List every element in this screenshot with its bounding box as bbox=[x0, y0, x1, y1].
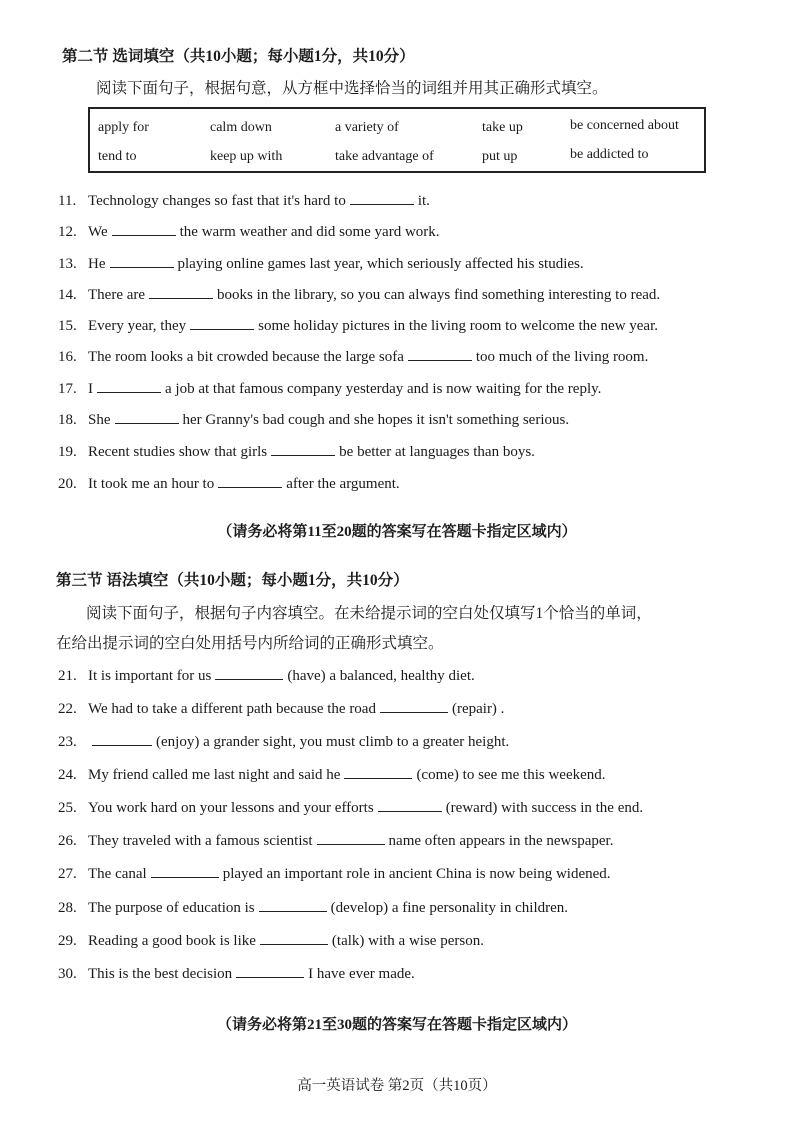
question-text-before: Every year, they bbox=[88, 318, 187, 334]
question-number: 11. bbox=[58, 193, 77, 209]
question-number: 16. bbox=[58, 349, 77, 365]
section3-instruction-line2: 在给出提示词的空白处用括号内所给词的正确形式填空。 bbox=[56, 635, 444, 652]
question-14 bbox=[58, 284, 660, 304]
section3-title: 第三节 语法填空（共10小题；每小题1分，共10分） bbox=[56, 572, 409, 589]
question-text-before: We bbox=[88, 224, 108, 240]
phrase-item: calm down bbox=[210, 120, 272, 135]
phrase-box bbox=[88, 107, 706, 173]
answer-blank[interactable] bbox=[317, 830, 385, 845]
question-number: 28. bbox=[58, 900, 77, 916]
answer-blank[interactable] bbox=[110, 253, 174, 268]
answer-blank[interactable] bbox=[218, 473, 282, 488]
question-21 bbox=[58, 665, 475, 685]
answer-blank[interactable] bbox=[408, 346, 472, 361]
answer-blank[interactable] bbox=[344, 764, 412, 779]
question-text-before: You work hard on your lessons and your efforts bbox=[88, 800, 374, 816]
section2-note: （请务必将第11至20题的答案写在答题卡指定区域内） bbox=[217, 524, 577, 540]
question-text-after: playing online games last year, which seriously affected his studies. bbox=[177, 256, 584, 272]
question-number: 20. bbox=[58, 476, 77, 492]
answer-blank[interactable] bbox=[236, 963, 304, 978]
question-15 bbox=[58, 315, 658, 335]
question-text-after: a job at that famous company yesterday and is now waiting for the reply. bbox=[165, 381, 602, 397]
section3-note: （请务必将第21至30题的答案写在答题卡指定区域内） bbox=[216, 1017, 577, 1033]
question-text-after: (talk) with a wise person. bbox=[331, 933, 484, 949]
question-text-after: too much of the living room. bbox=[475, 349, 649, 365]
question-text-before: Reading a good book is like bbox=[88, 933, 256, 949]
question-text-before: The canal bbox=[88, 866, 147, 882]
question-19 bbox=[58, 441, 535, 461]
question-17 bbox=[58, 378, 601, 398]
question-text-before: I bbox=[88, 381, 93, 397]
question-number: 17. bbox=[58, 381, 77, 397]
question-text-after: name often appears in the newspaper. bbox=[388, 833, 614, 849]
question-29 bbox=[58, 930, 484, 950]
question-27 bbox=[58, 863, 611, 883]
question-text-before: The room looks a bit crowded because the large sofa bbox=[88, 349, 404, 365]
question-number: 30. bbox=[58, 966, 77, 982]
question-text-before: Recent studies show that girls bbox=[88, 444, 268, 460]
question-text-before: It took me an hour to bbox=[88, 476, 215, 492]
question-text-after: (repair) . bbox=[451, 701, 505, 717]
question-26 bbox=[58, 830, 613, 850]
question-text-before: We had to take a different path because the road bbox=[88, 701, 376, 717]
question-18 bbox=[58, 409, 569, 429]
section2-instruction: 阅读下面句子，根据句意，从方框中选择恰当的词组并用其正确形式填空。 bbox=[96, 80, 608, 97]
question-text-before: It is important for us bbox=[88, 668, 212, 684]
phrase-item: a variety of bbox=[335, 120, 399, 135]
answer-blank[interactable] bbox=[149, 284, 213, 299]
answer-blank[interactable] bbox=[378, 797, 442, 812]
phrase-item: apply for bbox=[98, 120, 149, 135]
question-text-after: it. bbox=[417, 193, 430, 209]
page-footer: 高一英语试卷 第2页（共10页） bbox=[297, 1078, 497, 1094]
question-text-before: This is the best decision bbox=[88, 966, 233, 982]
question-22 bbox=[58, 698, 504, 718]
question-text-after: I have ever made. bbox=[308, 966, 415, 982]
question-25 bbox=[58, 797, 643, 817]
question-number: 24. bbox=[58, 767, 77, 783]
answer-blank[interactable] bbox=[271, 441, 335, 456]
question-text-before: He bbox=[88, 256, 106, 272]
phrase-item: be addicted to bbox=[570, 147, 649, 162]
question-16 bbox=[58, 346, 648, 366]
question-text-before: My friend called me last night and said he bbox=[88, 767, 341, 783]
question-text-before: Technology changes so fast that it's hard to bbox=[88, 193, 346, 209]
question-28 bbox=[58, 897, 568, 917]
question-text-after: played an important role in ancient China is now being widened. bbox=[222, 866, 611, 882]
question-24 bbox=[58, 764, 606, 784]
phrase-item: take advantage of bbox=[335, 149, 434, 164]
question-text-after: (come) to see me this weekend. bbox=[416, 767, 606, 783]
question-number: 23. bbox=[58, 734, 77, 750]
question-23 bbox=[58, 731, 509, 751]
answer-blank[interactable] bbox=[92, 731, 152, 746]
section2-title: 第二节 选词填空（共10小题；每小题1分，共10分） bbox=[62, 48, 415, 65]
question-text-before: There are bbox=[88, 287, 146, 303]
question-11 bbox=[58, 190, 430, 210]
question-text-after: (reward) with success in the end. bbox=[445, 800, 644, 816]
answer-blank[interactable] bbox=[112, 221, 176, 236]
question-13 bbox=[58, 253, 584, 273]
question-text-after: books in the library, so you can always find something interesting to read. bbox=[217, 287, 661, 303]
phrase-item: put up bbox=[482, 149, 518, 164]
question-number: 14. bbox=[58, 287, 77, 303]
answer-blank[interactable] bbox=[380, 698, 448, 713]
question-number: 27. bbox=[58, 866, 77, 882]
question-text-after: (have) a balanced, healthy diet. bbox=[287, 668, 475, 684]
question-number: 15. bbox=[58, 318, 77, 334]
question-text-after: (enjoy) a grander sight, you must climb to a greater height. bbox=[156, 734, 510, 750]
question-number: 29. bbox=[58, 933, 77, 949]
question-number: 22. bbox=[58, 701, 77, 717]
answer-blank[interactable] bbox=[151, 863, 219, 878]
question-number: 26. bbox=[58, 833, 77, 849]
phrase-item: keep up with bbox=[210, 149, 283, 164]
section3-instruction-line1: 阅读下面句子，根据句子内容填空。在未给提示词的空白处仅填写1个恰当的单词， bbox=[86, 605, 652, 622]
question-number: 12. bbox=[58, 224, 77, 240]
question-text-before: She bbox=[88, 412, 111, 428]
question-text-before: They traveled with a famous scientist bbox=[88, 833, 313, 849]
answer-blank[interactable] bbox=[97, 378, 161, 393]
question-text-after: be better at languages than boys. bbox=[339, 444, 535, 460]
phrase-item: be concerned about bbox=[570, 118, 679, 133]
question-text-before: The purpose of education is bbox=[88, 900, 255, 916]
question-number: 25. bbox=[58, 800, 77, 816]
question-number: 13. bbox=[58, 256, 77, 272]
phrase-item: tend to bbox=[98, 149, 137, 164]
question-text-after: after the argument. bbox=[286, 476, 400, 492]
phrase-item: take up bbox=[482, 120, 523, 135]
question-number: 18. bbox=[58, 412, 77, 428]
question-number: 21. bbox=[58, 668, 77, 684]
answer-blank[interactable] bbox=[259, 897, 327, 912]
question-text-after: (develop) a fine personality in children. bbox=[330, 900, 569, 916]
answer-blank[interactable] bbox=[260, 930, 328, 945]
answer-blank[interactable] bbox=[190, 315, 254, 330]
answer-blank[interactable] bbox=[115, 409, 179, 424]
question-12 bbox=[58, 221, 440, 241]
question-text-after: the warm weather and did some yard work. bbox=[179, 224, 440, 240]
answer-blank[interactable] bbox=[215, 665, 283, 680]
question-text-after: her Granny's bad cough and she hopes it isn't something serious. bbox=[182, 412, 570, 428]
question-number: 19. bbox=[58, 444, 77, 460]
question-text-after: some holiday pictures in the living room to welcome the new year. bbox=[258, 318, 659, 334]
answer-blank[interactable] bbox=[350, 190, 414, 205]
question-30 bbox=[58, 963, 415, 983]
question-20 bbox=[58, 473, 400, 493]
